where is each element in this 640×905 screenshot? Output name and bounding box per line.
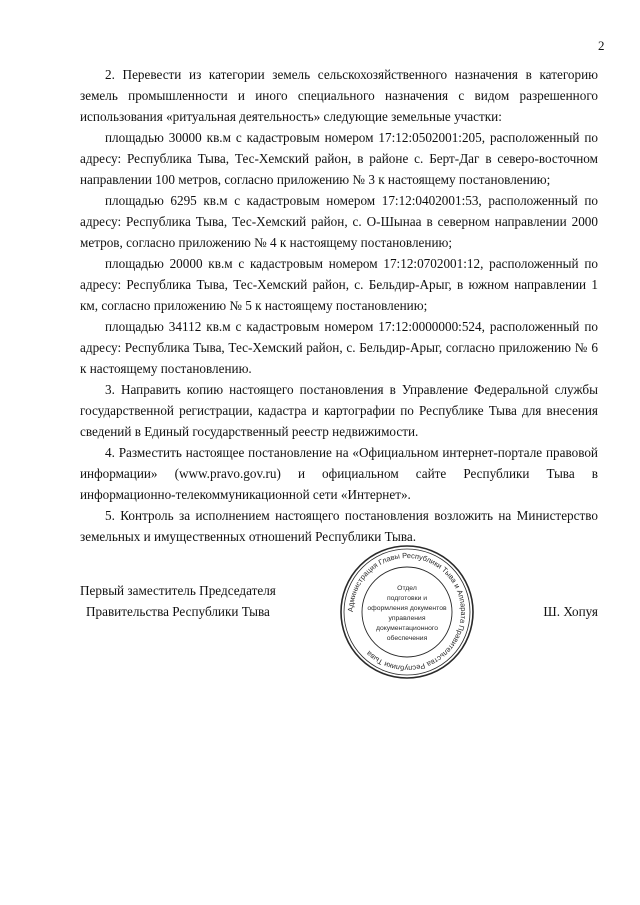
land-plot-1: площадью 30000 кв.м с кадастровым номером 17:12:0502001:205, расположенный по адресу: Республика Тыва, Тес-Хемский район, в районе с. Берт-Даг в северо-восточном направлении 100 метров, согласно приложению № 3 к настоящему постановлению; xyxy=(80,130,598,187)
stamp-inner-line: Отдел xyxy=(397,585,417,592)
stamp-inner-line: документационного xyxy=(375,625,439,632)
signatory-position xyxy=(80,580,276,622)
stamp-seal xyxy=(339,544,475,680)
official-stamp xyxy=(339,544,475,680)
land-plot-4: площадью 34112 кв.м с кадастровым номером 17:12:0000000:524, расположенный по адресу: Республика Тыва, Тес-Хемский район, с. Бельдир-Арыг, согласно приложению № 6 к настоящему постановлению. xyxy=(80,319,598,376)
signatory-position-line-2: Правительства Республики Тыва xyxy=(85,604,270,619)
stamp-inner-line: обеспечения xyxy=(386,635,428,642)
paragraph-item-2: 2. Перевести из категории земель сельскохозяйственного назначения в категорию земель промышленности и иного специального назначения с видом разрешенного использования «ритуальная деятельность» следующие земельные участки: xyxy=(80,67,598,124)
signatory-name: Ш. Хопуя xyxy=(543,604,598,619)
paragraph-item-3: 3. Направить копию настоящего постановления в Управление Федеральной службы государственной регистрации, кадастра и картографии по Республике Тыва для внесения сведений в Единый государственный реестр недвижимости. xyxy=(80,382,598,439)
signatory-position-line-1: Первый заместитель Председателя xyxy=(80,583,276,598)
paragraph-item-5: 5. Контроль за исполнением настоящего постановления возложить на Министерство земельных и имущественных отношений Республики Тыва. xyxy=(80,508,598,544)
land-plot-3: площадью 20000 кв.м с кадастровым номером 17:12:0702001:12, расположенный по адресу: Республика Тыва, Тес-Хемский район, с. Бельдир-Арыг, в южном направлении 1 км, согласно приложению № 5 к настоящему постановлению; xyxy=(80,256,598,313)
paragraph-item-4: 4. Разместить настоящее постановление на «Официальном интернет-портале правовой информации» (www.pravo.gov.ru) и официальном сайте Республики Тыва в информационно-телекоммуникационной сети «Интернет». xyxy=(80,445,598,502)
stamp-outer-text: Администрация Главы Республики Тыва и Аппарата Правительства Республики Тыва xyxy=(345,550,469,674)
stamp-inner-line: управления xyxy=(388,615,426,622)
stamp-inner-line: подготовки и xyxy=(386,595,428,602)
document-body xyxy=(80,64,598,547)
page-number: 2 xyxy=(598,38,605,53)
land-plot-2: площадью 6295 кв.м с кадастровым номером 17:12:0402001:53, расположенный по адресу: Республика Тыва, Тес-Хемский район, с. О-Шынаа в северном направлении 2000 метров, согласно приложению № 4 к настоящему постановлению; xyxy=(80,193,598,250)
stamp-inner-line: оформления документов xyxy=(367,605,447,612)
